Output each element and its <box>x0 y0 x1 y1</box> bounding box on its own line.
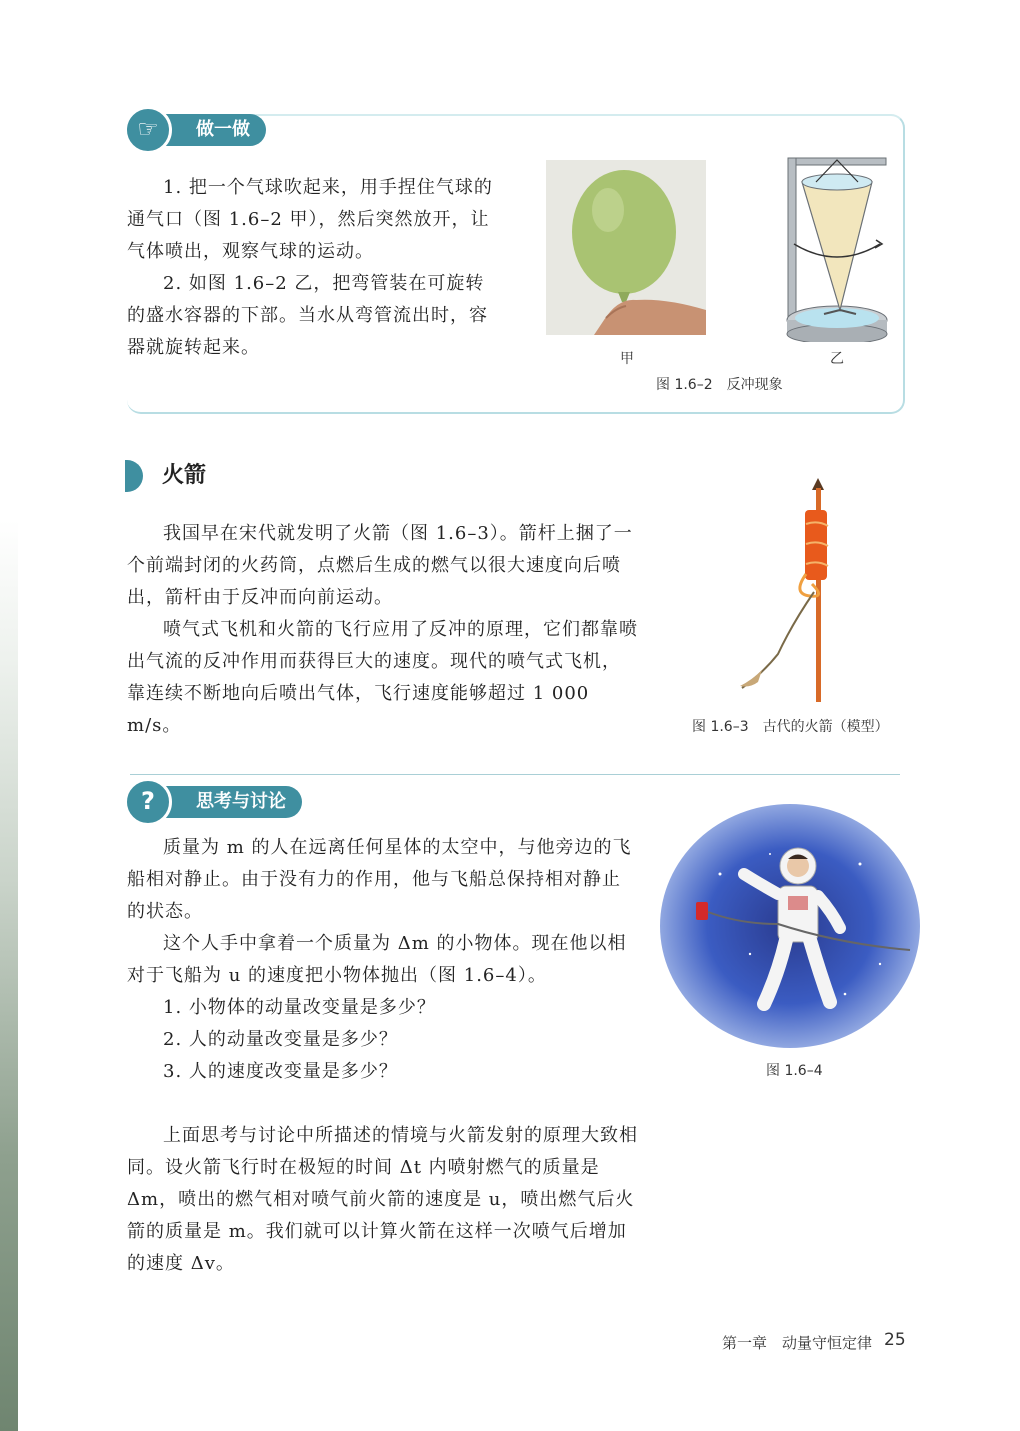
rocket-para-1: 我国早在宋代就发明了火箭（图 1.6–3）。箭杆上捆了一个前端封闭的火药筒，点燃后生成的燃气以很大速度向后喷出，箭杆由于反冲而向前运动。 <box>127 523 633 608</box>
discussion-question-3: 3. 人的速度改变量是多少？ <box>163 1061 398 1082</box>
activity-para-2: 2. 如图 1.6–2 乙，把弯管装在可旋转的盛水容器的下部。当水从弯管流出时，容器就旋转起来。 <box>127 273 488 358</box>
left-decoration-strip <box>0 520 18 1431</box>
label-jia: 甲 <box>620 351 634 367</box>
rotating-container-diagram <box>780 152 890 342</box>
figure-1-6-3-caption: 图 1.6–3 古代的火箭（模型） <box>692 719 889 735</box>
discussion-para-2: 这个人手中拿着一个质量为 Δm 的小物体。现在他以相对于飞船为 u 的速度把小物体抛出（图 1.6–4）。 <box>127 933 627 986</box>
ancient-rocket-photo <box>722 474 842 704</box>
figure-1-6-4-caption: 图 1.6–4 <box>766 1063 823 1079</box>
page-number: 25 <box>884 1330 906 1350</box>
rocket-heading: 火箭 <box>162 463 207 488</box>
figure-1-6-2-caption: 图 1.6–2 反冲现象 <box>656 377 783 393</box>
balloon-photo <box>546 160 706 335</box>
activity-tag: 做一做 <box>150 114 266 146</box>
rocket-para-2: 喷气式飞机和火箭的飞行应用了反冲的原理，它们都靠喷出气流的反冲作用而获得巨大的速度。现代的喷气式飞机，靠连续不断地向后喷出气体，飞行速度能够超过 1 000 m/s。 <box>127 619 638 736</box>
question-icon: ? <box>124 778 172 826</box>
discussion-para-1: 质量为 m 的人在远离任何星体的太空中，与他旁边的飞船相对静止。由于没有力的作用，他与飞船总保持相对静止的状态。 <box>127 837 632 922</box>
activity-para-1: 1. 把一个气球吹起来，用手捏住气球的通气口（图 1.6–2 甲），然后突然放开，让气体喷出，观察气球的运动。 <box>127 177 493 262</box>
label-yi: 乙 <box>830 351 844 367</box>
astronaut-illustration <box>660 804 920 1048</box>
closing-paragraph: 上面思考与讨论中所描述的情境与火箭发射的原理大致相同。设火箭飞行时在极短的时间 Δt 内喷射燃气的质量是 Δm，喷出的燃气相对喷气前火箭的速度是 u，喷出燃气后火箭的质量是 m。我们就可以计算火箭在这样一次喷气后增加的速度 Δv。 <box>127 1125 638 1274</box>
discussion-question-1: 1. 小物体的动量改变量是多少？ <box>163 997 436 1018</box>
section-divider <box>130 774 900 775</box>
discussion-question-2: 2. 人的动量改变量是多少？ <box>163 1029 398 1050</box>
discussion-tag: 思考与讨论 <box>150 786 302 818</box>
hand-icon: ☞ <box>124 106 172 154</box>
footer-chapter: 第一章 动量守恒定律 <box>722 1334 873 1352</box>
section-marker <box>125 460 143 492</box>
